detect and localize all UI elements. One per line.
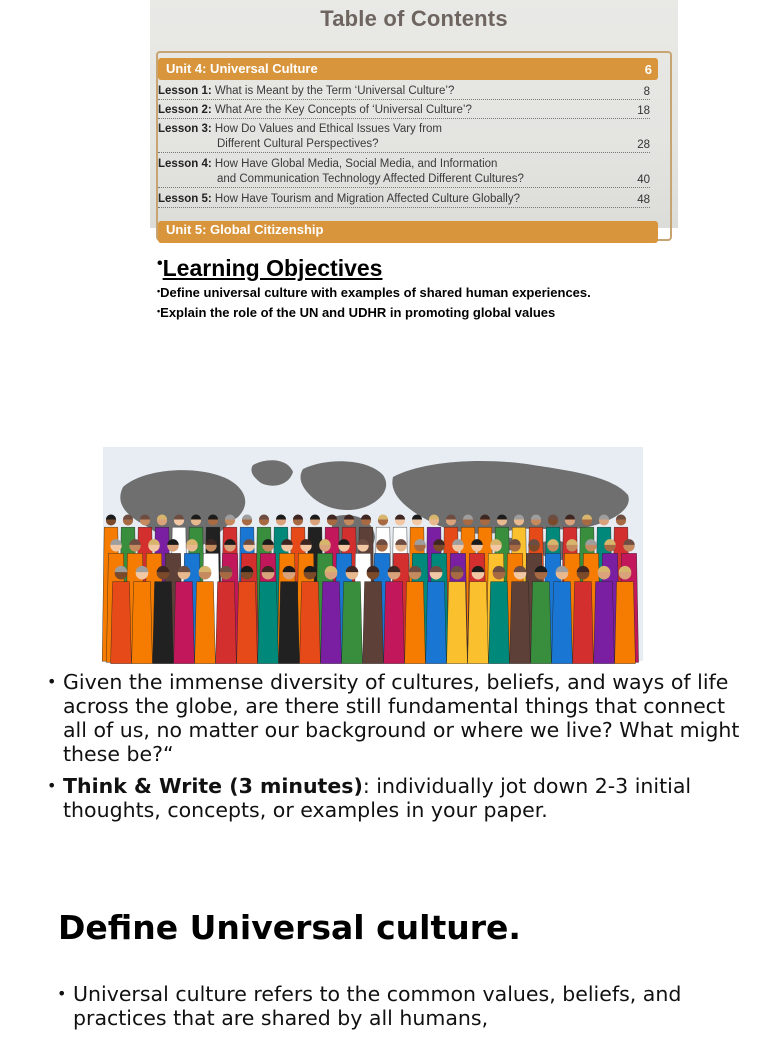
toc-lesson-page: 48 bbox=[637, 194, 650, 206]
objective-item: •Explain the role of the UN and UDHR in promoting global values bbox=[157, 305, 556, 320]
toc-unit-5-banner bbox=[158, 221, 658, 243]
discussion-bullets bbox=[47, 670, 747, 830]
table-of-contents-image bbox=[150, 0, 678, 237]
toc-lesson-page: 40 bbox=[637, 174, 650, 186]
toc-lesson-page: 8 bbox=[643, 86, 650, 98]
toc-unit-page: 6 bbox=[644, 62, 652, 77]
objective-item: •Define universal culture with examples of shared human experiences. bbox=[157, 285, 591, 300]
think-write-label: Think & Write (3 minutes) bbox=[63, 774, 363, 798]
question-bullet: • Given the immense diversity of cultures, beliefs, and ways of life across the globe, are there still fundamental things that connect all of us, no matter our background or where we live? What might these be?“ bbox=[47, 670, 740, 766]
toc-title: Table of Contents bbox=[320, 6, 508, 31]
toc-lesson-4: Lesson 4: How Have Global Media, Social Media, and Information and Communication Technology Affected Different Cultures? 40 bbox=[158, 158, 650, 186]
toc-lesson-5: Lesson 5: How Have Tourism and Migration Affected Culture Globally? 48 bbox=[158, 193, 650, 206]
definition-bullet: • Universal culture refers to the common values, beliefs, and practices that are shared by all humans, bbox=[57, 982, 682, 1030]
toc-unit-label: Unit 4: Universal Culture bbox=[166, 61, 318, 76]
think-write-bullet: • Think & Write (3 minutes): individually jot down 2-3 initial thoughts, concepts, or examples in your paper. bbox=[47, 774, 692, 822]
toc-lesson-3: Lesson 3: How Do Values and Ethical Issues Vary from Different Cultural Perspectives? 28 bbox=[158, 123, 650, 151]
toc-lesson-1: Lesson 1: What is Meant by the Term ‘Universal Culture’? 8 bbox=[158, 85, 650, 98]
toc-unit-4-banner bbox=[158, 58, 658, 80]
objectives-heading: •Learning Objectives bbox=[157, 255, 383, 281]
toc-next-unit-label: Unit 5: Global Citizenship bbox=[166, 222, 324, 237]
toc-lesson-page: 18 bbox=[637, 105, 650, 117]
define-section bbox=[57, 982, 757, 1038]
world-map-people-illustration bbox=[103, 447, 643, 661]
define-heading: Define Universal culture. bbox=[58, 908, 521, 947]
toc-lesson-2: Lesson 2: What Are the Key Concepts of ‘Universal Culture’? 18 bbox=[158, 104, 650, 117]
learning-objectives bbox=[157, 250, 717, 322]
illustration-svg bbox=[103, 447, 643, 661]
toc-lesson-page: 28 bbox=[637, 139, 650, 151]
